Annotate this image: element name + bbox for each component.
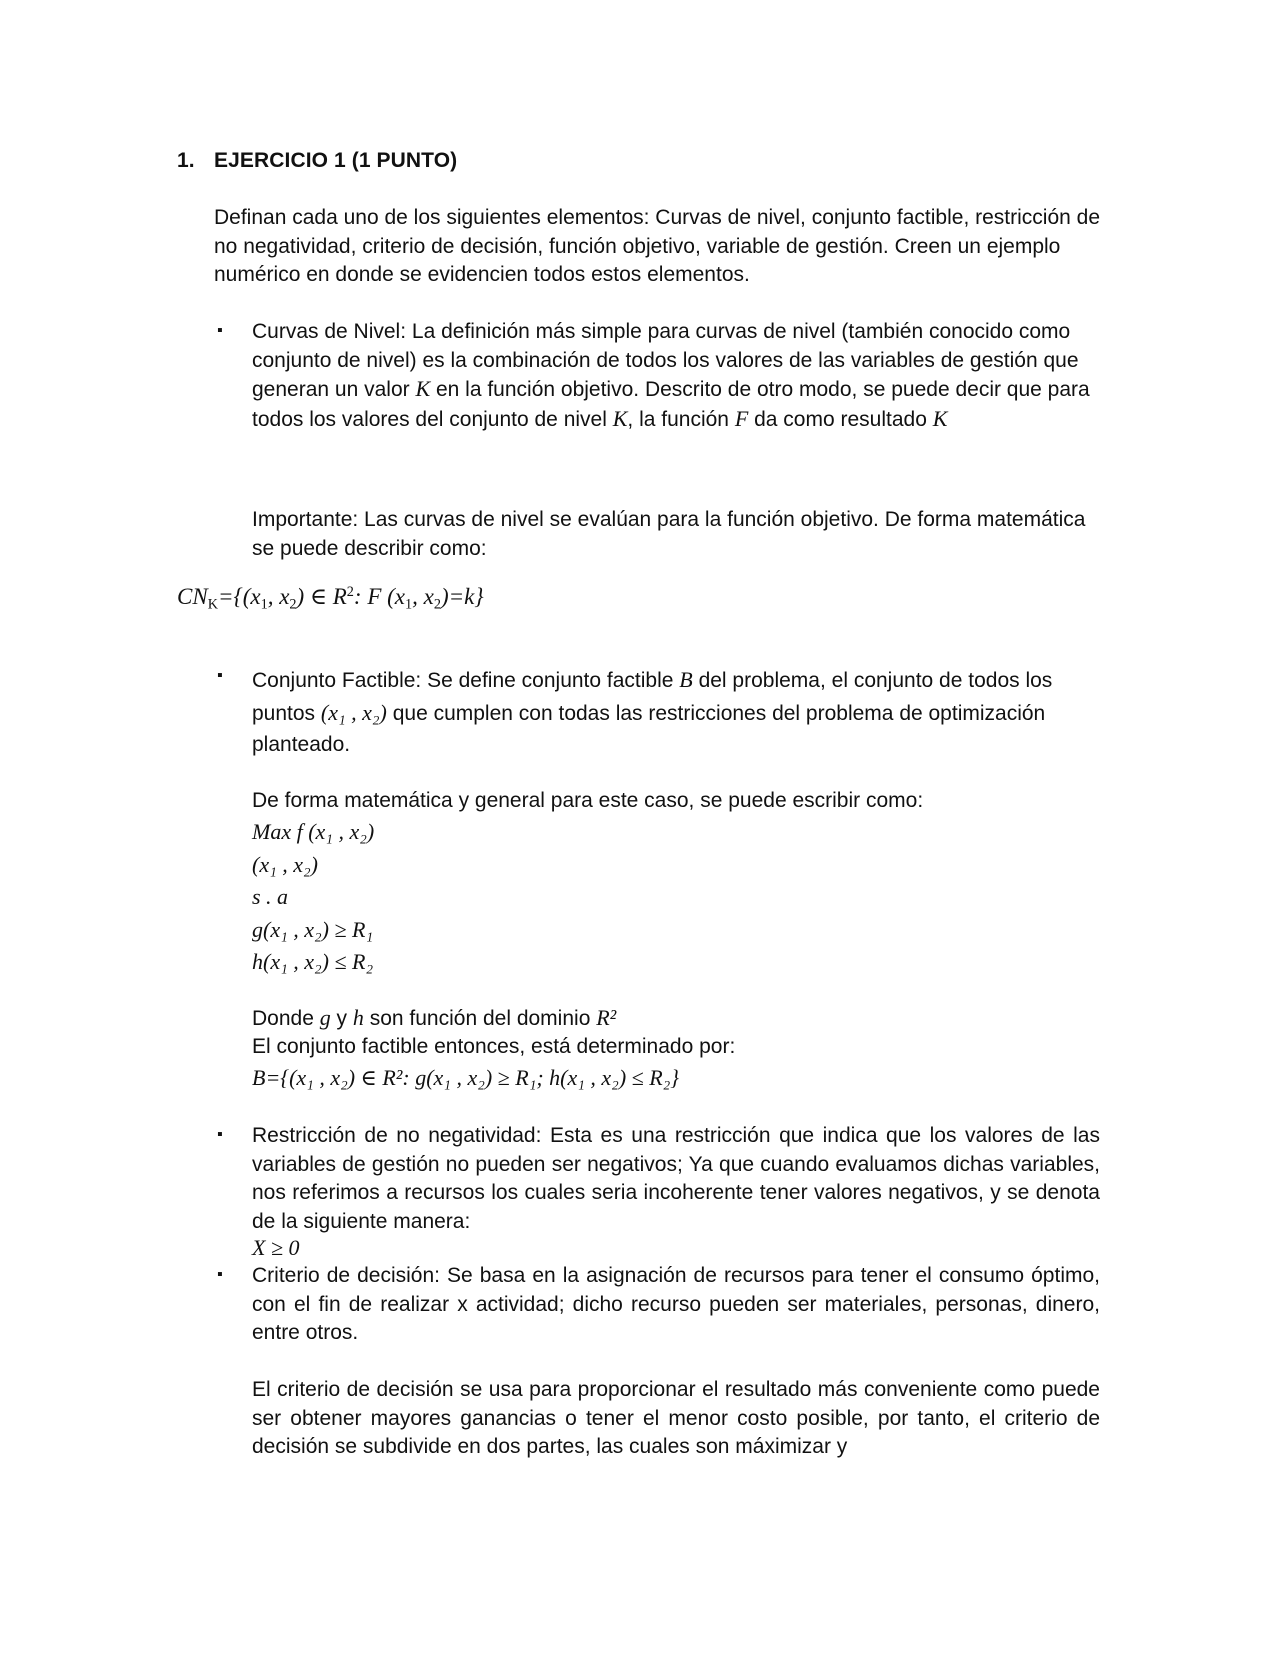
optimization-problem-formula bbox=[252, 816, 1100, 979]
criterio-decision-paragraph: Criterio de decisión: Se basa en la asignación de recursos para tener el consumo óptimo, con el fin de realizar x actividad; dicho recurso pueden ser materiales, personas, dinero, entre otros. bbox=[252, 1264, 1100, 1344]
heading-number: 1. bbox=[177, 149, 195, 172]
donde-paragraph: Donde g y h son función del dominio R² bbox=[252, 1005, 617, 1030]
level-curve-formula: $CN_K=\{(x_1$, $x_2$) ∈ $R^2$: F ($x_1$, $x_2)=k$} bbox=[177, 584, 484, 613]
bullet-marker-negatividad: ▪ bbox=[217, 1126, 223, 1143]
intro-paragraph: Definan cada uno de los siguientes elementos: Curvas de nivel, conjunto factible, restricción de no negatividad, criterio de decisión, función objetivo, variable de gestión. Creen un ejemplo numérico en donde se evidencien todos estos elementos. bbox=[214, 206, 1101, 286]
exercise-heading bbox=[177, 149, 457, 173]
constraint-g-line: g(x₁ , x₂) ≥ R₁ bbox=[252, 916, 374, 942]
bullet-marker-criterio: ▪ bbox=[217, 1266, 223, 1283]
conjunto-factible-paragraph: Conjunto Factible: Se define conjunto factible B del problema, el conjunto de todos los puntos (x₁ , x₂) que cumplen con todas las restricciones del problema de optimización planteado. bbox=[252, 667, 1053, 756]
heading-title: EJERCICIO 1 (1 PUNTO) bbox=[214, 149, 458, 172]
criterio-decision-paragraph-2: El criterio de decisión se usa para proporcionar el resultado más conveniente como puede ser obtener mayores ganancias o tener el menor costo posible, por tanto, el criterio de decisión se subdivide en dos partes, las cuales son máximizar y bbox=[252, 1378, 1100, 1458]
variables-line: (x₁ , x₂) bbox=[252, 851, 318, 877]
curvas-de-nivel-paragraph: Curvas de Nivel: La definición más simple para curvas de nivel (también conocido como conjunto de nivel) es la combinación de todos los valores de las variables de gestión que generan un valor K en la función objetivo. Descrito de otro modo, se puede decir que para todos los valores del conjunto de nivel K, la función F da como resultado K bbox=[252, 320, 1090, 431]
factible-determinado-paragraph: El conjunto factible entonces, está determinado por: bbox=[252, 1035, 736, 1058]
subject-to-line: s . a bbox=[252, 884, 289, 909]
feasible-set-formula: B={(x₁ , x₂) ∈ R²: g(x₁ , x₂) ≥ R₁; h(x₁ , x₂) ≤ R₂} bbox=[252, 1065, 680, 1090]
no-negatividad-paragraph: Restricción de no negatividad: Esta es una restricción que indica que los valores de las variables de gestión no pueden ser negativos; Ya que cuando evaluamos dichas variables, nos referimos a recursos los cuales seria incoherente tener valores negativos, y se denota de la siguiente manera: bbox=[252, 1124, 1100, 1233]
curvas-importante-paragraph: Importante: Las curvas de nivel se evalúan para la función objetivo. De forma matemática se puede describir como: bbox=[252, 508, 1086, 560]
objective-line: Max f (x₁ , x₂) bbox=[252, 819, 375, 844]
bullet-marker-curvas: ▪ bbox=[217, 322, 223, 339]
factible-general-intro: De forma matemática y general para este caso, se puede escribir como: bbox=[252, 789, 924, 812]
non-negativity-formula: X ≥ 0 bbox=[252, 1235, 300, 1260]
constraint-h-line: h(x₁ , x₂) ≤ R₂ bbox=[252, 949, 374, 974]
bullet-marker-factible: ▪ bbox=[217, 667, 223, 684]
